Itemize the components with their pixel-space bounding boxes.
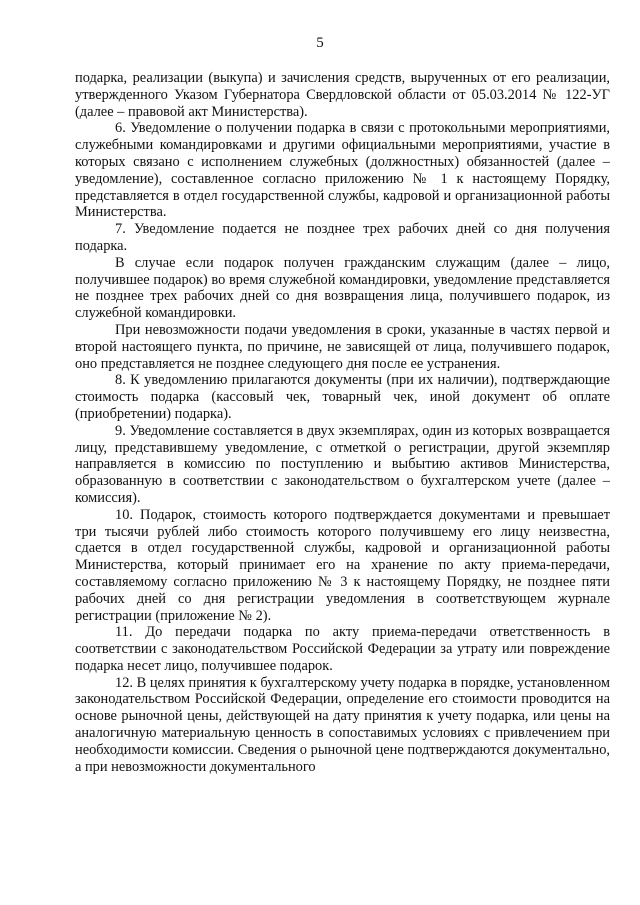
paragraph-9-copies: 9. Уведомление составляется в двух экземплярах, один из которых возвращается лицу, представившему уведомление, с отметкой о регистрации, другой экземпляр направляется в комиссию по поступлению и выбытию активов Министерства, образованную в соответствии с законодательством о бухгалтерском учете (далее – комиссия). (75, 422, 610, 506)
paragraph-7-impossibility: При невозможности подачи уведомления в сроки, указанные в частях первой и второй настоящего пункта, по причине, не зависящей от лица, получившего подарок, оно представляется не позднее следующего дня после ее устранения. (75, 321, 610, 372)
paragraph-7-deadline: 7. Уведомление подается не позднее трех рабочих дней со дня получения подарка. (75, 221, 610, 254)
page-number: 5 (316, 35, 324, 51)
paragraph-6-notification: 6. Уведомление о получении подарка в связи с протокольными мероприятиями, служебными командировками и другими официальными мероприятиями, участие в которых связано с исполнением служебных (должностных) обязанностей (далее – уведомление), составленное согласно приложению № 1 к настоящему Порядку, представляется в отдел государственной службы, кадровой и организационной работы Министерства. (75, 120, 610, 221)
paragraph-intro-continuation: подарка, реализации (выкупа) и зачисления средств, вырученных от его реализации, утвержденного Указом Губернатора Свердловской области от 05.03.2014 № 122-УГ (далее – правовой акт Министерства). (75, 70, 610, 120)
paragraph-8-documents: 8. К уведомлению прилагаются документы (при их наличии), подтверждающие стоимость подарка (кассовый чек, товарный чек, иной документ об оплате (приобретении) подарка). (75, 372, 610, 422)
paragraph-7-business-trip: В случае если подарок получен гражданским служащим (далее – лицо, получившее подарок) во время служебной командировки, уведомление представляется не позднее трех рабочих дней со дня возвращения лица, получившего подарок, из служебной командировки. (75, 254, 610, 322)
paragraph-12-accounting: 12. В целях принятия к бухгалтерскому учету подарка в порядке, установленном законодательством Российской Федерации, определение его стоимости проводится на основе рыночной цены, действующей на дату принятия к учету подарка, или цены на аналогичную материальную ценность в сопоставимых условиях с привлечением при необходимости комиссии. Сведения о рыночной цене подтверждаются документально, а при невозможности документального (75, 674, 610, 775)
paragraph-10-storage: 10. Подарок, стоимость которого подтверждается документами и превышает три тысячи рублей либо стоимость которого получившему его лицу неизвестна, сдается в отдел государственной службы, кадровой и организационной работы Министерства, который принимает его на хранение по акту приема-передачи, составляемому согласно приложению № 3 к настоящему Порядку, не позднее пяти рабочих дней со дня регистрации уведомления в соответствующем журнале регистрации (приложение № 2). (75, 506, 610, 624)
document-body (75, 70, 610, 775)
paragraph-11-responsibility: 11. До передачи подарка по акту приема-передачи ответственность в соответствии с законодательством Российской Федерации за утрату или повреждение подарка несет лицо, получившее подарок. (75, 624, 610, 674)
